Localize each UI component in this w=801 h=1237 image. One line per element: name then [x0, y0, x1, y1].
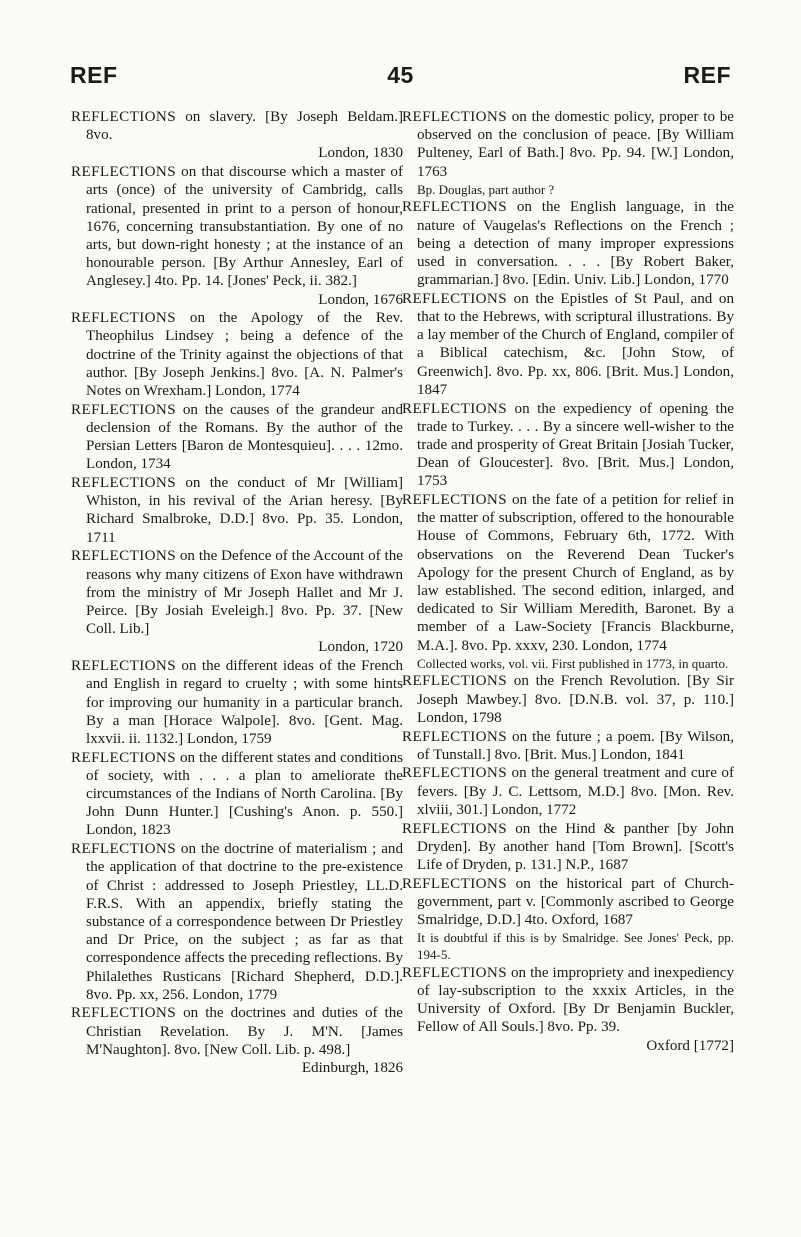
entry-text: on slavery. [By Joseph Beldam.] 8vo.: [86, 109, 403, 144]
entry-text: on the Hind & panther [by John Dryden]. By another hand [Tom Brown]. [Scott's Life of Dryden, p. 131.] N.P., 1687: [417, 820, 734, 873]
left-column: [71, 108, 403, 1078]
header-right: REF: [683, 62, 731, 88]
entry-imprint: Oxford [1772]: [646, 1037, 734, 1054]
entry-imprint: Edinburgh, 1826: [301, 1060, 403, 1077]
entry: [402, 820, 734, 875]
entry-head: REFLECTIONS: [71, 749, 177, 766]
entry: [402, 672, 734, 727]
entry-note: It is doubtful if this is by Smalridge. See Jones' Peck, pp. 194-5.: [417, 930, 734, 963]
entry-text: on the French Revolution. [By Sir Joseph Mawbey.] 8vo. [D.N.B. vol. 37, p. 110.] London, 1798: [417, 673, 734, 726]
running-header: [70, 62, 731, 92]
entry-text: on the doctrine of materialism ; and the application of that doctrine to the pre-existence of Christ : addressed to Joseph Priestley, LL.D. F.R.S. With an appendix, briefly stating the substance of a correspondence between Dr Priestley and Dr Price, on the subject ; as far as that correspondence affects the preceding reflections. By Philalethes Rusticans [Richard Shepherd, D.D.]. 8vo. Pp. xx, 256. London, 1779: [86, 841, 403, 1003]
entry-imprint: London, 1830: [318, 145, 403, 162]
entry: [402, 764, 734, 819]
entry-head: REFLECTIONS: [71, 310, 177, 327]
entry: [402, 728, 734, 764]
entry-text: on the different states and conditions of society, with . . . a plan to ameliorate the circumstances of the Indians of North Carolina. [By John Dunn Hunter.] [Cushing's Anon. p. 550.] London, 1823: [86, 749, 403, 839]
header-left: REF: [70, 62, 118, 88]
entry-head: REFLECTIONS: [71, 841, 177, 858]
entry: [402, 491, 734, 672]
entry: [71, 547, 403, 656]
entry-head: REFLECTIONS: [71, 401, 177, 418]
entry: [71, 840, 403, 1004]
entry-text: on the causes of the grandeur and declension of the Romans. By the author of the Persian Letters [Baron de Montesquieu]. . . . 12mo. London, 1734: [86, 401, 403, 473]
entry: [402, 108, 734, 198]
entry-imprint: London, 1676: [318, 291, 403, 308]
entry-head: REFLECTIONS: [402, 964, 508, 981]
entry-text: on the different ideas of the French and English in regard to cruelty ; with some hints for improving our humanity in a particular branch. By a man [Horace Walpole]. 8vo. [Gent. Mag. lxxvii. ii. 1132.] London, 1759: [86, 658, 403, 747]
entry-note: Collected works, vol. vii. First published in 1773, in quarto.: [417, 655, 729, 671]
entry: [402, 964, 734, 1055]
entry-text: on the English language, in the nature of Vaugelas's Reflections on the French ; being a detection of many improper expressions used in conversation. . . . [By Robert Baker, grammarian.] 8vo. [Edin. Univ. Lib.] London, 1770: [417, 199, 734, 289]
entry-head: REFLECTIONS: [71, 475, 177, 492]
entry-head: REFLECTIONS: [402, 290, 508, 307]
entry-text: on the future ; a poem. [By Wilson, of Tunstall.] 8vo. [Brit. Mus.] London, 1841: [417, 728, 734, 763]
entry: [71, 1004, 403, 1077]
entry-text: on that discourse which a master of arts (once) of the university of Cambridg, calls rational, presented in print to a person of honour, 1676, concerning transubstantiation. By one of no arts, but down-right honesty ; at the instance of an honourable person. [By Arthur Annesley, Earl of Anglesey.] 4to. Pp. 14. [Jones' Peck, ii. 382.]: [86, 164, 403, 290]
entry-head: REFLECTIONS: [71, 658, 177, 675]
entry: [71, 309, 403, 400]
entry-text: on the domestic policy, proper to be observed on the conclusion of peace. [By William Pulteney, Earl of Bath.] 8vo. Pp. 94. [W.] London, 1763: [417, 109, 734, 180]
entry-head: REFLECTIONS: [402, 820, 508, 837]
entry-text: on the Apology of the Rev. Theophilus Lindsey ; being a defence of the doctrine of the Trinity against the objections of that author. [By Joseph Jenkins.] 8vo. [A. N. Palmer's Notes on Wrexham.] London, 1774: [86, 310, 403, 400]
entry-head: REFLECTIONS: [71, 164, 177, 181]
entry: [71, 401, 403, 474]
entry-text: on the expediency of opening the trade to Turkey. . . . By a sincere well-wisher to the trade and prosperity of Great Britain [Josiah Tucker, Dean of Gloucester]. 8vo. [Brit. Mus.] London, 1753: [417, 400, 734, 490]
entry-head: REFLECTIONS: [402, 728, 508, 745]
entry-text: on the impropriety and inexpediency of lay-subscription to the xxxix Articles, in the University of Oxford. [By Dr Benjamin Buckler, Fellow of All Souls.] 8vo. Pp. 39.: [417, 964, 734, 1036]
entry: [71, 474, 403, 547]
entry-head: REFLECTIONS: [402, 875, 508, 892]
entry: [71, 108, 403, 163]
page-number: 45: [387, 62, 414, 88]
entry-head: REFLECTIONS: [71, 1005, 177, 1022]
entry-text: on the fate of a petition for relief in the matter of subscription, offered to the honourable House of Commons, February 6th, 1772. With observations on the Reverend Dean Tucker's Apology for the present Church of England, as by law established. The second edition, inlarged, and dedicated to Sir William Meredith, Baronet. By a member of a Law-Society [Francis Blackburne, M.A.]. 8vo. Pp. xxxv, 230. London, 1774: [417, 492, 734, 654]
entry: [71, 657, 403, 748]
entry: [71, 749, 403, 840]
entry-head: REFLECTIONS: [71, 109, 177, 125]
entry: [402, 290, 734, 399]
entry-head: REFLECTIONS: [402, 492, 508, 509]
entry: [402, 875, 734, 964]
entry-text: on the historical part of Church-government, part v. [Commonly ascribed to George Smalridge, D.D.] 4to. Oxford, 1687: [417, 875, 734, 929]
entry-head: REFLECTIONS: [402, 109, 508, 125]
entry: [71, 163, 403, 309]
entry-text: on the Epistles of St Paul, and on that to the Hebrews, with scriptural illustrations. By a lay member of the Church of England, compiler of a Biblical catechism, &c. [John Stow, of Greenwich]. 8vo. Pp. xx, 806. [Brit. Mus.] London, 1847: [417, 290, 734, 398]
entry-head: REFLECTIONS: [402, 765, 508, 782]
entry: [402, 400, 734, 491]
entry-head: REFLECTIONS: [402, 673, 508, 690]
entry-head: REFLECTIONS: [402, 199, 508, 216]
entry-text: on the conduct of Mr [William] Whiston, in his revival of the Arian heresy. [By Richard Smalbroke, D.D.] 8vo. Pp. 35. London, 1711: [86, 475, 403, 546]
entry-imprint: London, 1720: [318, 639, 403, 656]
entry-head: REFLECTIONS: [71, 548, 177, 565]
entry-text: on the general treatment and cure of fevers. [By J. C. Lettsom, M.D.] 8vo. [Mon. Rev. xlviii, 301.] London, 1772: [417, 765, 734, 818]
entry-text: on the doctrines and duties of the Christian Revelation. By J. M'N. [James M'Naughton]. 8vo. [New Coll. Lib. p. 498.]: [86, 1005, 403, 1058]
entry-head: REFLECTIONS: [402, 400, 508, 417]
right-column: [402, 108, 734, 1055]
entry: [402, 198, 734, 289]
entry-text: on the Defence of the Account of the reasons why many citizens of Exon have withdrawn from the ministry of Mr Joseph Hallet and Mr J. Peirce. [By Josiah Eveleigh.] 8vo. Pp. 37. [New Coll. Lib.]: [86, 548, 403, 638]
entry-note: Bp. Douglas, part author ?: [417, 181, 555, 197]
